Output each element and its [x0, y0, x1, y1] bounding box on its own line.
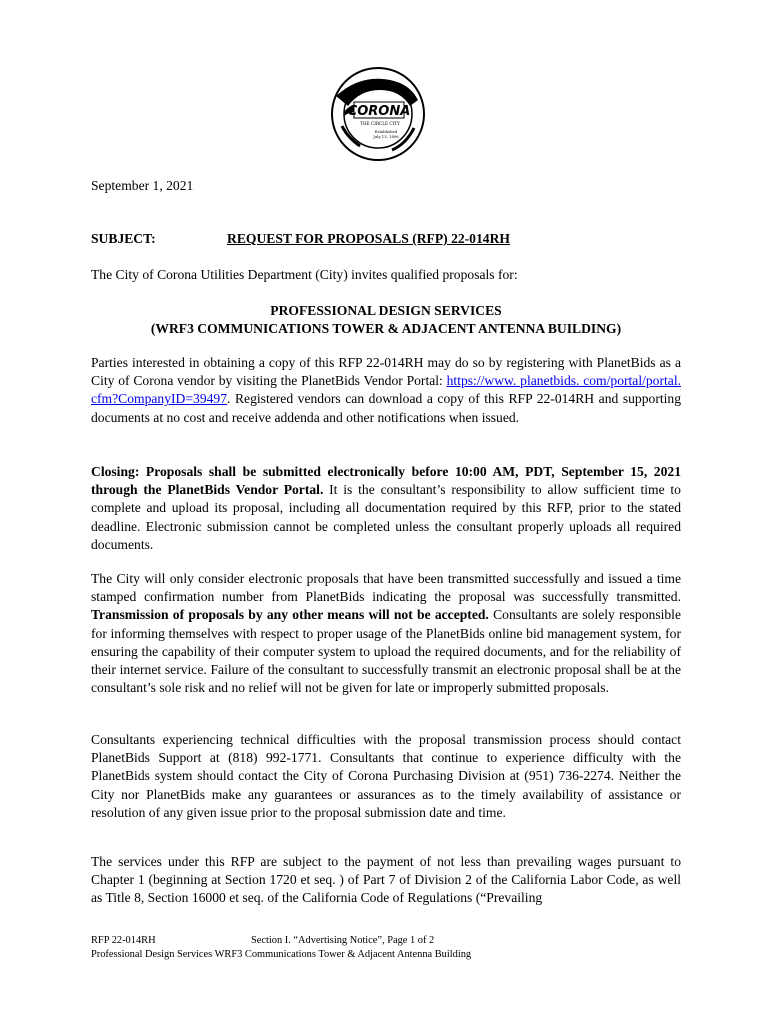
- city-seal-logo: [330, 66, 426, 162]
- paragraph-electronic-proposals: The City will only consider electronic proposals that have been transmitted successfully and issued a time stamped confirmation number from PlanetBids indicating the proposal was successfully transmitted. Transmission of proposals by any other means will not be accepted. Consultants are solely responsible for informing themselves with respect to proper usage of the PlanetBids online bid management system, for ensuring the capability of their computer system to upload the required documents, and for the reliability of their internet service. Failure of the consultant to successfully transmit an electronic proposal shall be at the consultant’s sole risk and no relief will not be given for late or improperly submitted proposals.: [91, 571, 681, 696]
- footer-rfp-number: RFP 22-014RH: [91, 935, 156, 946]
- svg-text:CORONA: CORONA: [347, 104, 411, 119]
- letter-date: September 1, 2021: [91, 178, 194, 193]
- project-title-line1: PROFESSIONAL DESIGN SERVICES: [270, 303, 502, 318]
- project-title-line2: (WRF3 COMMUNICATIONS TOWER & ADJACENT ANTENNA BUILDING): [150, 321, 622, 337]
- svg-text:THE CIRCLE CITY: THE CIRCLE CITY: [360, 121, 400, 126]
- subject-value: REQUEST FOR PROPOSALS (RFP) 22-014RH: [227, 231, 510, 246]
- svg-text:Established: Established: [374, 129, 398, 134]
- footer-project: Professional Design Services WRF3 Communications Tower & Adjacent Antenna Building: [91, 949, 472, 960]
- paragraph-technical-difficulties: Consultants experiencing technical difficulties with the proposal transmission process should contact PlanetBids Support at (818) 992-1771. Consultants that continue to experience difficulty with the PlanetBids system should contact the City of Corona Purchasing Division at (951) 736-2274. Neither the City nor PlanetBids make any guarantees or assurances as to the timely availability of assistance or resolution of any given issue prior to the proposal submission date and time.: [91, 732, 681, 820]
- subject-label: SUBJECT:: [91, 231, 156, 246]
- paragraph-closing: Closing: Proposals shall be submitted electronically before 10:00 AM, PDT, September 15, 2021 through the PlanetBids Vendor Portal. It is the consultant’s responsibility to allow sufficient time to complete and upload its proposal, including all documentation required by this RFP, prior to the stated deadline. Electronic submission cannot be completed unless the consultant properly uploads all required documents.: [91, 464, 681, 552]
- planetbids-portal-link[interactable]: https://www. planetbids. com/portal/portal. cfm?CompanyID=39497: [91, 373, 681, 407]
- intro-text: The City of Corona Utilities Department (City) invites qualified proposals for:: [91, 267, 518, 282]
- project-title: [91, 302, 681, 338]
- paragraph-prevailing-wages: The services under this RFP are subject to the payment of not less than prevailing wages pursuant to Chapter 1 (beginning at Section 1720 et seq. ) of Part 7 of Division 2 of the California Labor Code, as well as Title 8, Section 16000 et seq. of the California Code of Regulations (“Prevailing: [91, 854, 681, 906]
- paragraph-planetbids: Parties interested in obtaining a copy of this RFP 22-014RH may do so by registering with PlanetBids as a City of Corona vendor by visiting the PlanetBids Vendor Portal: https://www. planetbids. com/portal/portal. cfm?CompanyID=39497. Registered vendors can download a copy of this RFP 22-014RH and supporting documents at no cost and receive addenda and other notifications when issued.: [91, 355, 681, 425]
- footer-section: Section I. “Advertising Notice”, Page 1 of 2: [251, 935, 435, 946]
- page-footer: [91, 934, 691, 962]
- svg-text:July 13, 1896: July 13, 1896: [373, 134, 399, 139]
